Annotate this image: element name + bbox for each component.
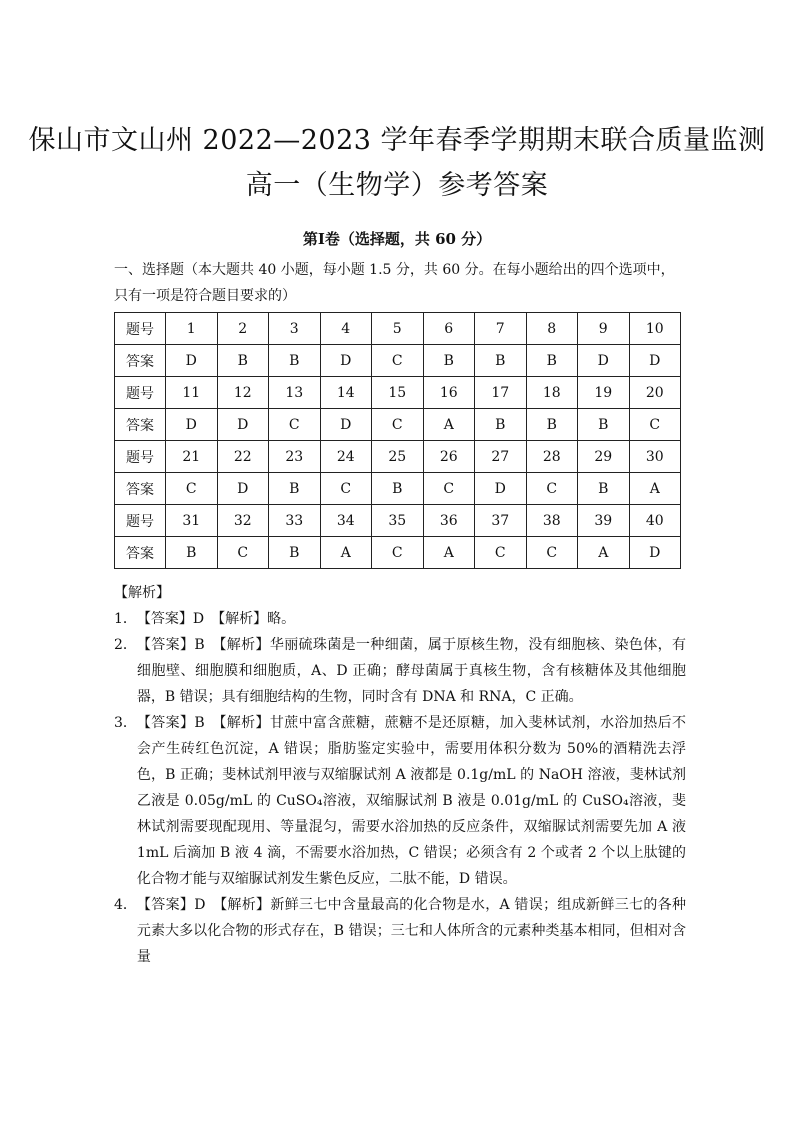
question-number-cell: 13 — [269, 377, 321, 409]
analysis-item — [114, 632, 686, 710]
answer-cell: C — [526, 537, 578, 569]
row-label-answer: 答案 — [115, 345, 166, 377]
row-label-question: 题号 — [115, 505, 166, 537]
table-row-question — [115, 377, 681, 409]
question-number-cell: 28 — [526, 441, 578, 473]
answer-cell: A — [423, 409, 475, 441]
analysis-item-number: 3． — [114, 715, 137, 731]
table-row-answer — [115, 537, 681, 569]
answer-cell: D — [320, 345, 372, 377]
question-number-cell: 22 — [217, 441, 269, 473]
question-intro: 一、选择题（本大题共 40 小题，每小题 1.5 分，共 60 分。在每小题给出的四个选项中，只有一项是符合题目要求的） — [114, 262, 675, 304]
document-subtitle: 高一（生物学）参考答案 — [245, 170, 549, 201]
question-number-cell: 40 — [629, 505, 681, 537]
question-number-cell: 16 — [423, 377, 475, 409]
analysis-item — [114, 606, 686, 632]
question-number-cell: 21 — [166, 441, 218, 473]
section-title: 第Ⅰ卷（选择题，共 60 分） — [302, 230, 492, 248]
question-number-cell: 34 — [320, 505, 372, 537]
question-number-cell: 11 — [166, 377, 218, 409]
answer-cell: D — [217, 473, 269, 505]
question-number-cell: 33 — [269, 505, 321, 537]
question-number-cell: 10 — [629, 313, 681, 345]
answer-cell: B — [269, 537, 321, 569]
answer-cell: C — [372, 537, 424, 569]
answer-cell: D — [629, 537, 681, 569]
row-label-question: 题号 — [115, 441, 166, 473]
answer-cell: B — [578, 409, 630, 441]
question-number-cell: 35 — [372, 505, 424, 537]
question-number-cell: 7 — [475, 313, 527, 345]
question-number-cell: 15 — [372, 377, 424, 409]
answer-cell: B — [423, 345, 475, 377]
question-number-cell: 30 — [629, 441, 681, 473]
analysis-item-text: 【答案】B 【解析】华丽硫珠菌是一种细菌，属于原核生物，没有细胞核、染色体，有细胞壁、细胞膜和细胞质，A、D 正确；酵母菌属于真核生物，含有核糖体及其他细胞器，B 错误；具有细胞结构的生物，同时含有 DNA 和 RNA，C 正确。 — [136, 637, 686, 705]
analysis-item-number: 2． — [114, 637, 137, 653]
question-number-cell: 1 — [166, 313, 218, 345]
question-number-cell: 18 — [526, 377, 578, 409]
answer-cell: C — [166, 473, 218, 505]
answer-cell: B — [475, 409, 527, 441]
answer-cell: A — [629, 473, 681, 505]
answer-cell: D — [475, 473, 527, 505]
answer-cell: B — [526, 409, 578, 441]
question-number-cell: 19 — [578, 377, 630, 409]
answer-cell: D — [578, 345, 630, 377]
question-number-cell: 5 — [372, 313, 424, 345]
analysis-list — [114, 606, 686, 970]
question-number-cell: 6 — [423, 313, 475, 345]
row-label-question: 题号 — [115, 377, 166, 409]
analysis-item-number: 4． — [114, 897, 137, 913]
question-number-cell: 29 — [578, 441, 630, 473]
table-row-answer — [115, 345, 681, 377]
question-number-cell: 26 — [423, 441, 475, 473]
analysis-item-text: 【答案】D 【解析】略。 — [136, 611, 296, 627]
table-row-question — [115, 441, 681, 473]
answer-cell: B — [578, 473, 630, 505]
answer-cell: D — [166, 409, 218, 441]
answer-cell: C — [526, 473, 578, 505]
answer-cell: D — [629, 345, 681, 377]
analysis-item — [114, 892, 686, 970]
question-number-cell: 17 — [475, 377, 527, 409]
question-number-cell: 36 — [423, 505, 475, 537]
analysis-item — [114, 710, 686, 892]
question-number-cell: 2 — [217, 313, 269, 345]
question-number-cell: 37 — [475, 505, 527, 537]
answer-cell: C — [629, 409, 681, 441]
table-row-answer — [115, 473, 681, 505]
row-label-answer: 答案 — [115, 537, 166, 569]
answer-cell: B — [269, 473, 321, 505]
answer-cell: C — [217, 537, 269, 569]
question-number-cell: 4 — [320, 313, 372, 345]
question-number-cell: 12 — [217, 377, 269, 409]
answer-cell: B — [526, 345, 578, 377]
answer-cell: D — [320, 409, 372, 441]
question-number-cell: 14 — [320, 377, 372, 409]
analysis-heading: 【解析】 — [114, 585, 170, 601]
table-row-question — [115, 313, 681, 345]
question-number-cell: 23 — [269, 441, 321, 473]
analysis-section — [114, 580, 686, 970]
answer-cell: B — [166, 537, 218, 569]
question-number-cell: 39 — [578, 505, 630, 537]
answer-cell: A — [578, 537, 630, 569]
question-number-cell: 27 — [475, 441, 527, 473]
answer-table — [114, 312, 681, 569]
analysis-item-text: 【答案】D 【解析】新鲜三七中含量最高的化合物是水，A 错误；组成新鲜三七的各种元素大多以化合物的形式存在，B 错误；三七和人体所含的元素种类基本相同，但相对含量 — [136, 897, 686, 965]
question-number-cell: 20 — [629, 377, 681, 409]
table-row-answer — [115, 409, 681, 441]
document-title: 保山市文山州 2022—2023 学年春季学期期末联合质量监测 — [28, 125, 766, 156]
answer-cell: C — [372, 409, 424, 441]
answer-cell: D — [217, 409, 269, 441]
question-number-cell: 31 — [166, 505, 218, 537]
answer-cell: A — [423, 537, 475, 569]
question-number-cell: 8 — [526, 313, 578, 345]
question-number-cell: 24 — [320, 441, 372, 473]
answer-cell: C — [475, 537, 527, 569]
question-number-cell: 32 — [217, 505, 269, 537]
answer-cell: B — [372, 473, 424, 505]
question-number-cell: 25 — [372, 441, 424, 473]
analysis-item-number: 1． — [114, 611, 137, 627]
answer-cell: C — [372, 345, 424, 377]
answer-cell: D — [166, 345, 218, 377]
row-label-question: 题号 — [115, 313, 166, 345]
question-number-cell: 3 — [269, 313, 321, 345]
question-number-cell: 9 — [578, 313, 630, 345]
answer-cell: B — [269, 345, 321, 377]
analysis-item-text: 【答案】B 【解析】甘蔗中富含蔗糖，蔗糖不是还原糖，加入斐林试剂，水浴加热后不会产生砖红色沉淀，A 错误；脂肪鉴定实验中，需要用体积分数为 50%的酒精洗去浮色，B 正确；斐林试剂甲液与双缩脲试剂 A 液都是 0.1g/mL 的 NaOH 溶液，斐林试剂乙液是 0.05g/mL 的 CuSO₄溶液，双缩脲试剂 B 液是 0.01g/mL 的 CuSO₄溶液，斐林试剂需要现配现用、等量混匀，需要水浴加热的反应条件，双缩脲试剂需要先加 A 液 1mL 后滴加 B 液 4 滴，不需要水浴加热，C 错误；必须含有 2 个或者 2 个以上肽键的化合物才能与双缩脲试剂发生紫色反应，二肽不能，D 错误。 — [136, 715, 686, 887]
answer-cell: B — [217, 345, 269, 377]
row-label-answer: 答案 — [115, 409, 166, 441]
table-row-question — [115, 505, 681, 537]
answer-cell: B — [475, 345, 527, 377]
answer-cell: C — [320, 473, 372, 505]
answer-cell: C — [423, 473, 475, 505]
answer-cell: C — [269, 409, 321, 441]
row-label-answer: 答案 — [115, 473, 166, 505]
question-number-cell: 38 — [526, 505, 578, 537]
answer-cell: A — [320, 537, 372, 569]
